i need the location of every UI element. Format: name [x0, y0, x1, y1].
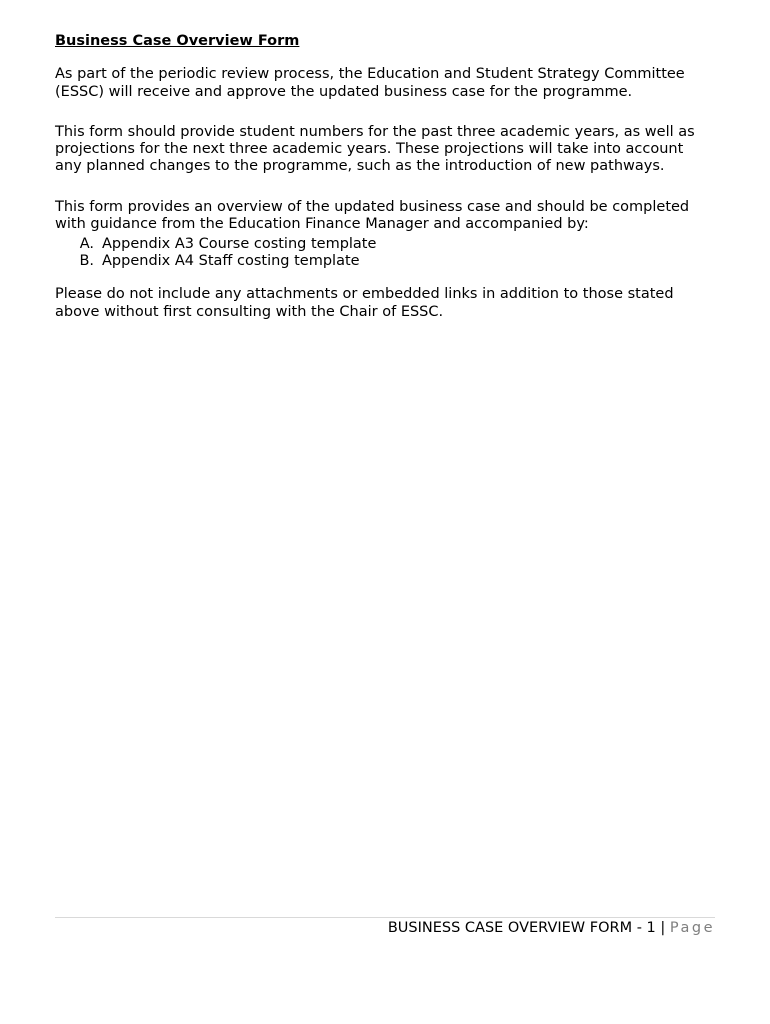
footer-label: BUSINESS CASE OVERVIEW FORM - [387, 920, 647, 936]
footer-divider [55, 917, 715, 918]
paragraph-review-process: As part of the periodic review process, the Education and Student Strategy Committee (ESSC) will receive and approve the updated business case for the programme. [55, 66, 685, 100]
list-item [55, 236, 705, 253]
paragraph-student-numbers: This form should provide student numbers for the past three academic years, as well as projections for the next three academic years. These projections will take into account any planned changes to the programme, such as the introduction of new pathways. [55, 123, 695, 175]
list-marker: B. [79, 252, 94, 269]
document-title: Business Case Overview Form [55, 33, 300, 49]
paragraph-overview: This form provides an overview of the updated business case and should be completed with guidance from the Education Finance Manager and accompanied by: [55, 198, 690, 233]
list-item [55, 253, 705, 270]
document-body [55, 33, 705, 344]
page-footer [388, 919, 715, 937]
footer-page-word: Page [669, 920, 715, 936]
footer-page-number: 1 [646, 920, 656, 936]
list-item-text: Appendix A4 Staff costing template [102, 252, 360, 269]
appendix-list [55, 236, 705, 269]
list-item-text: Appendix A3 Course costing template [102, 236, 377, 253]
paragraph-closing: Please do not include any attachments or embedded links in addition to those stated above without first consulting with the Chair of ESSC. [55, 286, 674, 320]
list-marker: A. [79, 236, 94, 253]
footer-separator: | [655, 920, 670, 936]
